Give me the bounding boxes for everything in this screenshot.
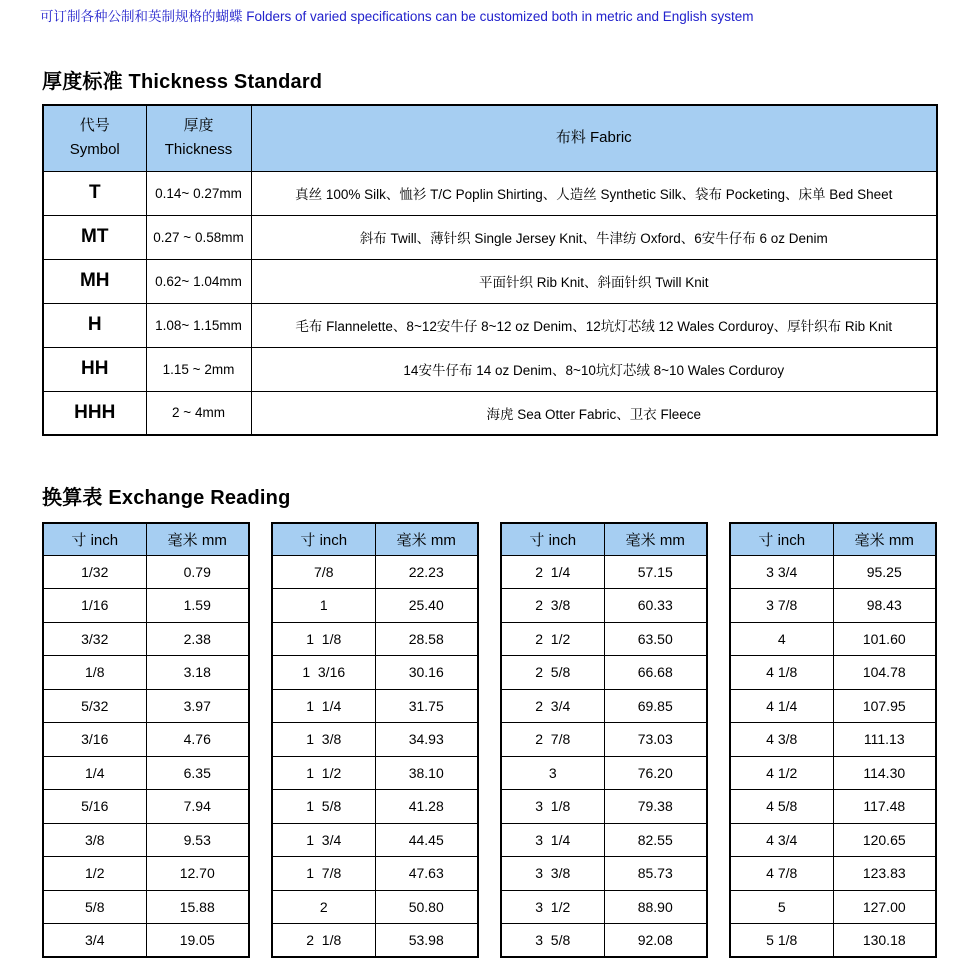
mm-column-header: 毫米 mm [146,523,249,555]
table-row [501,689,707,723]
inch-cell: 2 5/8 [501,656,604,690]
table-row [501,823,707,857]
table-row [501,924,707,958]
thickness-standard-title: 厚度标准 Thickness Standard [42,71,323,93]
inch-cell: 1/16 [43,589,146,623]
mm-cell: 107.95 [833,689,936,723]
thickness-header-en: Thickness [164,141,233,159]
inch-cell: 4 [730,622,833,656]
inch-cell: 3/16 [43,723,146,757]
mm-cell: 130.18 [833,924,936,958]
exchange-table-3-body [501,555,707,957]
exchange-table-3 [500,522,708,958]
table-row [272,723,478,757]
inch-cell: 1/32 [43,555,146,589]
mm-cell: 38.10 [375,756,478,790]
inch-cell: 1 [272,589,375,623]
mm-cell: 41.28 [375,790,478,824]
mm-cell: 15.88 [146,890,249,924]
mm-cell: 85.73 [604,857,707,891]
table-row [730,890,936,924]
mm-cell: 111.13 [833,723,936,757]
table-row [43,756,249,790]
exchange-table-4-body [730,555,936,957]
thickness-column-header [146,105,251,171]
table-row [43,723,249,757]
thickness-cell: 0.62~ 1.04mm [146,259,251,303]
mm-cell: 123.83 [833,857,936,891]
symbol-header-en: Symbol [69,141,120,159]
table-row [272,555,478,589]
mm-cell: 9.53 [146,823,249,857]
table-row [272,857,478,891]
thickness-header-zh: 厚度 [183,117,214,135]
table-row [272,790,478,824]
mm-cell: 25.40 [375,589,478,623]
table-row [43,215,937,259]
table-row [272,890,478,924]
inch-cell: 4 1/2 [730,756,833,790]
mm-cell: 3.97 [146,689,249,723]
exchange-table-2 [271,522,479,958]
thickness-table-body [43,171,937,435]
fabric-cell: 斜布 Twill、薄针织 Single Jersey Knit、牛津纺 Oxford、6安牛仔布 6 oz Denim [251,215,937,259]
mm-column-header: 毫米 mm [833,523,936,555]
table-row [43,303,937,347]
mm-cell: 101.60 [833,622,936,656]
inch-cell: 4 7/8 [730,857,833,891]
table-row [43,171,937,215]
table-row [730,823,936,857]
table-row [43,790,249,824]
table-row [501,656,707,690]
table-row [272,823,478,857]
table-row [272,756,478,790]
table-row [501,589,707,623]
inch-cell: 2 3/4 [501,689,604,723]
table-row [43,924,249,958]
symbol-cell: HHH [43,391,146,435]
table-row [43,656,249,690]
thickness-cell: 0.27 ~ 0.58mm [146,215,251,259]
mm-cell: 73.03 [604,723,707,757]
inch-cell: 3 5/8 [501,924,604,958]
table-row [501,555,707,589]
table-row [730,622,936,656]
table-row [730,857,936,891]
inch-cell: 5/16 [43,790,146,824]
mm-cell: 76.20 [604,756,707,790]
exchange-header-row [43,523,249,555]
mm-cell: 120.65 [833,823,936,857]
table-row [730,723,936,757]
inch-cell: 3/4 [43,924,146,958]
inch-cell: 2 3/8 [501,589,604,623]
mm-cell: 117.48 [833,790,936,824]
table-row [43,857,249,891]
inch-cell: 3 3/4 [730,555,833,589]
exchange-table-3-header [501,523,707,555]
thickness-table-header [43,105,937,171]
table-row [501,857,707,891]
table-row [43,823,249,857]
table-row [501,790,707,824]
fabric-column-header: 布料 Fabric [251,105,937,171]
mm-cell: 57.15 [604,555,707,589]
symbol-column-header [43,105,146,171]
thickness-cell: 1.08~ 1.15mm [146,303,251,347]
mm-cell: 28.58 [375,622,478,656]
thickness-header-row [43,105,937,171]
table-row [272,656,478,690]
inch-cell: 1/8 [43,656,146,690]
mm-column-header: 毫米 mm [375,523,478,555]
mm-cell: 69.85 [604,689,707,723]
inch-cell: 7/8 [272,555,375,589]
table-row [501,723,707,757]
mm-cell: 79.38 [604,790,707,824]
mm-cell: 34.93 [375,723,478,757]
inch-cell: 4 3/8 [730,723,833,757]
fabric-cell: 真丝 100% Silk、恤衫 T/C Poplin Shirting、人造丝 Synthetic Silk、袋布 Pocketing、床单 Bed Sheet [251,171,937,215]
mm-cell: 98.43 [833,589,936,623]
mm-cell: 44.45 [375,823,478,857]
mm-cell: 0.79 [146,555,249,589]
mm-cell: 22.23 [375,555,478,589]
mm-cell: 47.63 [375,857,478,891]
inch-column-header: 寸 inch [501,523,604,555]
table-row [43,555,249,589]
thickness-cell: 1.15 ~ 2mm [146,347,251,391]
mm-cell: 95.25 [833,555,936,589]
exchange-reading-title: 换算表 Exchange Reading [42,487,291,509]
inch-column-header: 寸 inch [730,523,833,555]
mm-cell: 1.59 [146,589,249,623]
mm-cell: 92.08 [604,924,707,958]
exchange-table-2-header [272,523,478,555]
mm-cell: 104.78 [833,656,936,690]
table-row [43,347,937,391]
exchange-table-1-header [43,523,249,555]
inch-cell: 2 1/2 [501,622,604,656]
mm-cell: 2.38 [146,622,249,656]
mm-cell: 3.18 [146,656,249,690]
symbol-cell: MT [43,215,146,259]
mm-cell: 60.33 [604,589,707,623]
fabric-cell: 平面针织 Rib Knit、斜面针织 Twill Knit [251,259,937,303]
mm-cell: 114.30 [833,756,936,790]
fabric-cell: 14安牛仔布 14 oz Denim、8~10坑灯芯绒 8~10 Wales Corduroy [251,347,937,391]
inch-cell: 1 1/2 [272,756,375,790]
symbol-cell: HH [43,347,146,391]
symbol-cell: H [43,303,146,347]
inch-cell: 1 1/4 [272,689,375,723]
exchange-header-row [730,523,936,555]
inch-cell: 4 1/8 [730,656,833,690]
table-row [730,756,936,790]
inch-column-header: 寸 inch [43,523,146,555]
table-row [272,689,478,723]
mm-cell: 31.75 [375,689,478,723]
mm-cell: 63.50 [604,622,707,656]
mm-cell: 82.55 [604,823,707,857]
table-row [501,890,707,924]
inch-cell: 3/32 [43,622,146,656]
mm-cell: 4.76 [146,723,249,757]
table-row [730,589,936,623]
mm-cell: 19.05 [146,924,249,958]
inch-cell: 1/2 [43,857,146,891]
inch-cell: 5/32 [43,689,146,723]
fabric-cell: 海虎 Sea Otter Fabric、卫衣 Fleece [251,391,937,435]
exchange-table-4-header [730,523,936,555]
inch-cell: 1 3/8 [272,723,375,757]
inch-cell: 4 3/4 [730,823,833,857]
exchange-header-row [501,523,707,555]
inch-cell: 1 5/8 [272,790,375,824]
symbol-cell: T [43,171,146,215]
mm-cell: 66.68 [604,656,707,690]
exchange-table-2-body [272,555,478,957]
inch-cell: 3 1/2 [501,890,604,924]
table-row [43,391,937,435]
table-row [730,656,936,690]
fabric-cell: 毛布 Flannelette、8~12安牛仔 8~12 oz Denim、12坑灯芯绒 12 Wales Corduroy、厚针织布 Rib Knit [251,303,937,347]
inch-cell: 3 1/8 [501,790,604,824]
inch-cell: 1 3/4 [272,823,375,857]
inch-cell: 4 5/8 [730,790,833,824]
inch-cell: 4 1/4 [730,689,833,723]
table-row [43,622,249,656]
exchange-table-4 [729,522,937,958]
mm-cell: 6.35 [146,756,249,790]
mm-column-header: 毫米 mm [604,523,707,555]
exchange-header-row [272,523,478,555]
symbol-cell: MH [43,259,146,303]
customization-note: 可订制各种公制和英制规格的蝴蝶 Folders of varied specifications can be customized both in metric and English system [40,9,754,24]
inch-cell: 3 3/8 [501,857,604,891]
table-row [43,890,249,924]
mm-cell: 88.90 [604,890,707,924]
table-row [730,689,936,723]
mm-cell: 50.80 [375,890,478,924]
inch-cell: 1/4 [43,756,146,790]
table-row [501,622,707,656]
thickness-cell: 0.14~ 0.27mm [146,171,251,215]
exchange-table-1-body [43,555,249,957]
inch-cell: 2 1/8 [272,924,375,958]
inch-cell: 3 [501,756,604,790]
symbol-header-zh: 代号 [79,117,110,135]
table-row [730,924,936,958]
inch-cell: 1 7/8 [272,857,375,891]
inch-cell: 1 1/8 [272,622,375,656]
table-row [43,689,249,723]
exchange-tables-row [42,522,980,958]
inch-cell: 5 [730,890,833,924]
mm-cell: 12.70 [146,857,249,891]
inch-cell: 2 7/8 [501,723,604,757]
table-row [501,756,707,790]
mm-cell: 30.16 [375,656,478,690]
thickness-cell: 2 ~ 4mm [146,391,251,435]
inch-cell: 3/8 [43,823,146,857]
table-row [272,589,478,623]
inch-cell: 1 3/16 [272,656,375,690]
inch-cell: 5 1/8 [730,924,833,958]
table-row [272,622,478,656]
table-row [730,790,936,824]
table-row [43,259,937,303]
table-row [43,589,249,623]
inch-column-header: 寸 inch [272,523,375,555]
table-row [272,924,478,958]
mm-cell: 127.00 [833,890,936,924]
table-row [730,555,936,589]
inch-cell: 3 7/8 [730,589,833,623]
inch-cell: 5/8 [43,890,146,924]
mm-cell: 7.94 [146,790,249,824]
inch-cell: 3 1/4 [501,823,604,857]
inch-cell: 2 [272,890,375,924]
exchange-table-1 [42,522,250,958]
thickness-standard-table [42,104,938,436]
inch-cell: 2 1/4 [501,555,604,589]
mm-cell: 53.98 [375,924,478,958]
